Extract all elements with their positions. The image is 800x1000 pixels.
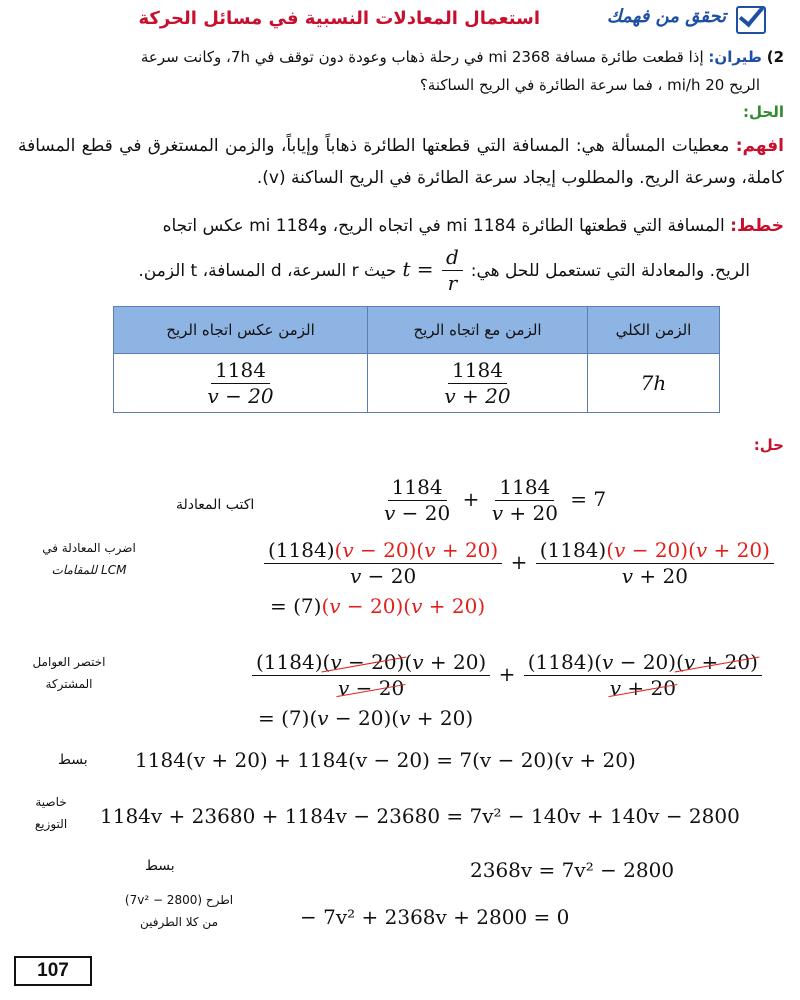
equation-6: 2368v = 7v² − 2800 — [470, 858, 675, 882]
step7-note: اطرح (7v² − 2800) من كلا الطرفين — [124, 893, 234, 929]
problem-number: 2) — [766, 48, 784, 66]
step2-note: اضرب المعادلة في LCM للمقامات — [42, 541, 136, 577]
step4-note: بسط — [58, 752, 88, 768]
equation-2b: = (7)(v − 20)(v + 20) — [270, 594, 486, 618]
step6-note: بسط — [145, 858, 175, 874]
plan-text-line2b: حيث r السرعة، d المسافة، t الزمن. — [138, 260, 397, 281]
equation-2: $\frac{(1184)(v - 20)(v + 20)}{v - 20}$ + $\frac{(1184)(v - 20)(v + 20)}{v + 20}$ — [262, 539, 776, 588]
solution-label: الحل: — [743, 103, 784, 121]
speed-formula: t = $\frac{d}{r}$ — [402, 246, 464, 295]
table-cell-with-wind: $\frac{1184}{v + 20}$ — [368, 354, 588, 413]
table-header-with-wind: الزمن مع اتجاه الريح — [368, 307, 588, 354]
solve-label: حل: — [753, 436, 784, 454]
table-cell-total: 7h — [587, 354, 719, 413]
problem-text-line2: الريح 20 mi/h ، فما سرعة الطائرة في الريح الساكنة؟ — [419, 76, 760, 94]
table-cell-against-wind: $\frac{1184}{v - 20}$ — [114, 354, 368, 413]
problem-statement — [14, 44, 784, 70]
plan-line2 — [20, 246, 750, 295]
step1-note: اكتب المعادلة — [176, 497, 255, 513]
time-table — [113, 306, 720, 413]
checkbox-icon — [736, 6, 766, 34]
equation-3: $\frac{(1184)(v - 20)(v + 20)}{v - 20}$ + $\frac{(1184)(v - 20)(v + 20)}{v + 20}$ — [250, 651, 764, 700]
plan-text-line1: المسافة التي قطعتها الطائرة 1184 mi في اتجاه الريح، و1184 mi عكس اتجاه — [162, 216, 725, 236]
understand-label: افهم: — [735, 136, 785, 156]
equation-7: − 7v² + 2368v + 2800 = 0 — [300, 905, 570, 929]
section-title: استعمال المعادلات النسبية في مسائل الحركة — [138, 8, 540, 29]
section-tag: تحقق من فهمك — [606, 6, 726, 27]
plan-label: خطط: — [730, 216, 784, 236]
understand-paragraph — [18, 130, 784, 194]
plan-line1 — [18, 210, 784, 242]
understand-text: معطيات المسألة هي: المسافة التي قطعتها الطائرة ذهاباً وإياباً، والزمن المستغرق في قطع المسافة كاملة، وسرعة الريح. والمطلوب إيجاد سرعة الطائرة في الريح الساكنة (v). — [18, 136, 784, 188]
step3-note: اختصر العوامل المشتركة — [32, 655, 106, 691]
table-header-total: الزمن الكلي — [587, 307, 719, 354]
problem-label: طيران: — [708, 48, 762, 66]
problem-text-line1: إذا قطعت طائرة مسافة 2368 mi في رحلة ذهاب وعودة دون توقف في 7h، وكانت سرعة — [140, 48, 704, 66]
page-number: 107 — [14, 956, 92, 986]
equation-3b: = (7)(v − 20)(v + 20) — [258, 706, 474, 730]
step5-note: خاصية التوزيع — [34, 795, 68, 831]
equation-5: 1184v + 23680 + 1184v − 23680 = 7v² − 140v + 140v − 2800 — [100, 804, 740, 828]
equation-4: 1184(v + 20) + 1184(v − 20) = 7(v − 20)(v + 20) — [135, 748, 636, 772]
equation-1: $\frac{1184}{v - 20}$ + $\frac{1184}{v + 20}$ = 7 — [384, 475, 607, 525]
table-header-against-wind: الزمن عكس اتجاه الريح — [114, 307, 368, 354]
plan-text-line2a: الريح. والمعادلة التي تستعمل للحل هي: — [470, 260, 750, 281]
